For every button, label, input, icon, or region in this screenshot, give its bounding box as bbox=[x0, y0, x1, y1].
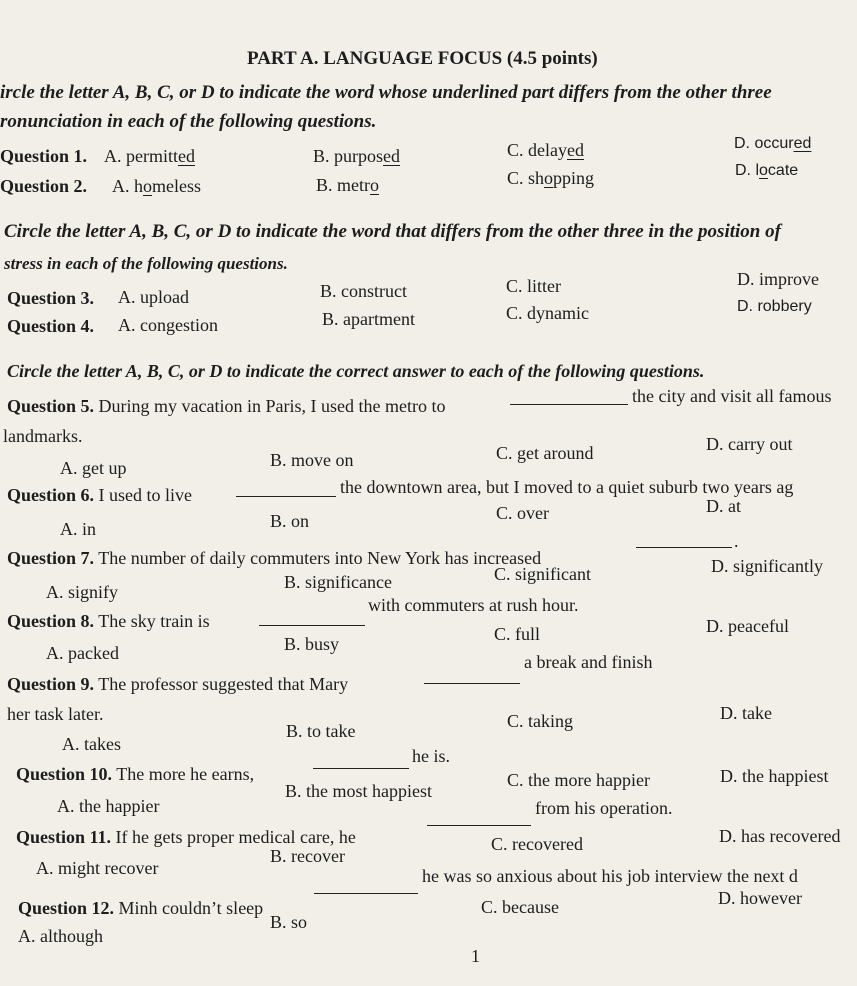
q6-option-c[interactable]: C. over bbox=[496, 503, 549, 523]
option-text: permitt bbox=[126, 146, 178, 166]
q6-option-a[interactable]: A. in bbox=[60, 519, 96, 539]
option-letter: B. bbox=[313, 146, 330, 166]
q2-option-d[interactable] bbox=[735, 160, 798, 182]
q5-option-d[interactable]: D. carry out bbox=[706, 434, 793, 454]
option-letter: A. bbox=[112, 176, 130, 196]
question-text: During my vacation in Paris, I used the metro to bbox=[98, 396, 446, 416]
question-text: The professor suggested that Mary bbox=[98, 674, 349, 694]
option-text: purpos bbox=[334, 146, 384, 166]
option-letter: C. bbox=[507, 168, 524, 188]
q7-option-a[interactable]: A. signify bbox=[46, 582, 118, 602]
option-letter: D. bbox=[734, 135, 750, 152]
q10-option-b[interactable]: B. the most happiest bbox=[285, 781, 432, 801]
q11-option-d[interactable]: D. has recovered bbox=[719, 826, 841, 846]
answer-blank[interactable] bbox=[259, 625, 365, 626]
q12-option-a[interactable]: A. although bbox=[18, 926, 103, 946]
instruction-stress-line2: stress in each of the following questions. bbox=[4, 254, 288, 273]
q12-option-c[interactable]: C. because bbox=[481, 897, 559, 917]
q1-option-c[interactable] bbox=[507, 139, 584, 161]
question-8 bbox=[7, 610, 210, 632]
question-5-text-line2: landmarks. bbox=[3, 426, 83, 446]
q7-option-b[interactable]: B. significance bbox=[284, 572, 392, 592]
q7-option-d[interactable]: D. significantly bbox=[711, 556, 823, 576]
q8-option-a[interactable]: A. packed bbox=[46, 643, 119, 663]
q6-option-d[interactable]: D. at bbox=[706, 496, 741, 516]
question-1-label: Question 1. bbox=[0, 146, 88, 166]
q9-option-b[interactable]: B. to take bbox=[286, 721, 356, 741]
section-header: PART A. LANGUAGE FOCUS (4.5 points) bbox=[247, 48, 598, 69]
q10-option-d[interactable]: D. the happiest bbox=[720, 766, 829, 786]
answer-blank[interactable] bbox=[427, 825, 531, 826]
option-text: delay bbox=[528, 140, 567, 160]
question-text: The sky train is bbox=[98, 611, 210, 631]
q12-option-b[interactable]: B. so bbox=[270, 912, 308, 932]
option-letter: C. bbox=[507, 140, 524, 160]
q4-option-c[interactable]: C. dynamic bbox=[506, 303, 589, 323]
q5-option-a[interactable]: A. get up bbox=[60, 458, 127, 478]
option-letter: A. bbox=[104, 146, 122, 166]
question-10 bbox=[16, 763, 254, 785]
q11-option-c[interactable]: C. recovered bbox=[491, 834, 583, 854]
q11-option-a[interactable]: A. might recover bbox=[36, 858, 159, 878]
question-9-text-line2: her task later. bbox=[7, 704, 104, 724]
question-7 bbox=[7, 547, 541, 569]
instruction-mc: Circle the letter A, B, C, or D to indicate the correct answer to each of the following questions. bbox=[7, 361, 705, 381]
q8-option-d[interactable]: D. peaceful bbox=[706, 616, 789, 636]
option-text: occur bbox=[754, 135, 794, 152]
page-number: 1 bbox=[471, 946, 480, 966]
option-text: metr bbox=[337, 175, 371, 195]
option-text: meless bbox=[152, 176, 201, 196]
q9-option-a[interactable]: A. takes bbox=[62, 734, 121, 754]
option-text: l bbox=[755, 162, 760, 179]
q2-option-a[interactable] bbox=[112, 175, 201, 197]
q7-option-c[interactable]: C. significant bbox=[494, 564, 591, 584]
underlined-part: ed bbox=[567, 140, 584, 160]
option-text: pping bbox=[553, 168, 595, 188]
instruction-pronunciation-line1: ircle the letter A, B, C, or D to indicate the word whose underlined part differs from the other three bbox=[0, 82, 772, 103]
q6-option-b[interactable]: B. on bbox=[270, 511, 310, 531]
instruction-pronunciation-line2: ronunciation in each of the following questions. bbox=[0, 111, 377, 132]
question-text: Minh couldn’t sleep bbox=[118, 898, 264, 918]
question-5 bbox=[7, 395, 445, 417]
q3-option-c[interactable]: C. litter bbox=[506, 276, 561, 296]
q2-option-b[interactable] bbox=[316, 174, 379, 196]
question-10-text-cont: he is. bbox=[412, 746, 450, 766]
answer-blank[interactable] bbox=[424, 683, 520, 684]
answer-blank[interactable] bbox=[636, 547, 732, 548]
q4-option-a[interactable]: A. congestion bbox=[118, 315, 218, 335]
question-9-label: Question 9. bbox=[7, 674, 95, 694]
q1-option-d[interactable] bbox=[734, 133, 811, 155]
question-12-text-cont: he was so anxious about his job interview the next d bbox=[422, 866, 798, 886]
question-12-label: Question 12. bbox=[18, 898, 115, 918]
q9-option-c[interactable]: C. taking bbox=[507, 711, 573, 731]
question-8-text-cont: with commuters at rush hour. bbox=[368, 595, 579, 615]
question-2 bbox=[0, 175, 87, 197]
underlined-part: o bbox=[544, 168, 554, 188]
question-6 bbox=[7, 484, 192, 506]
q3-option-d[interactable]: D. improve bbox=[737, 269, 819, 289]
q10-option-c[interactable]: C. the more happier bbox=[507, 770, 650, 790]
option-text: cate bbox=[767, 162, 799, 179]
question-6-text-cont: the downtown area, but I moved to a quiet suburb two years ag bbox=[340, 477, 794, 497]
question-9-text-cont: a break and finish bbox=[524, 652, 653, 672]
question-text: If he gets proper medical care, he bbox=[115, 827, 356, 847]
underlined-part: ed bbox=[383, 146, 401, 166]
question-text: I used to live bbox=[98, 485, 192, 505]
q8-option-c[interactable]: C. full bbox=[494, 624, 541, 644]
question-5-text-cont: the city and visit all famous bbox=[632, 386, 832, 406]
question-3-label: Question 3. bbox=[7, 288, 95, 308]
question-7-label: Question 7. bbox=[7, 548, 95, 568]
answer-blank[interactable] bbox=[510, 404, 628, 405]
q3-option-a[interactable]: A. upload bbox=[118, 287, 189, 307]
answer-blank[interactable] bbox=[236, 496, 336, 497]
option-letter: B. bbox=[316, 175, 333, 195]
question-6-label: Question 6. bbox=[7, 485, 95, 505]
question-12 bbox=[18, 897, 263, 919]
q3-option-b[interactable]: B. construct bbox=[320, 281, 407, 301]
q10-option-a[interactable]: A. the happier bbox=[57, 796, 160, 816]
q4-option-d[interactable]: D. robbery bbox=[737, 298, 812, 315]
underlined-part: o bbox=[759, 162, 768, 179]
q5-option-b[interactable]: B. move on bbox=[270, 450, 354, 470]
answer-blank[interactable] bbox=[314, 893, 418, 894]
q1-option-a[interactable] bbox=[104, 145, 195, 167]
question-10-label: Question 10. bbox=[16, 764, 113, 784]
question-4-label: Question 4. bbox=[7, 316, 95, 336]
q4-option-b[interactable]: B. apartment bbox=[322, 309, 415, 329]
question-2-label: Question 2. bbox=[0, 176, 88, 196]
option-text: sh bbox=[528, 168, 545, 188]
q9-option-d[interactable]: D. take bbox=[720, 703, 772, 723]
question-text: The number of daily commuters into New York has increased bbox=[98, 548, 542, 568]
q8-option-b[interactable]: B. busy bbox=[284, 634, 340, 654]
q11-option-b[interactable]: B. recover bbox=[270, 846, 345, 866]
q5-option-c[interactable]: C. get around bbox=[496, 443, 594, 463]
question-11-text-cont: from his operation. bbox=[535, 798, 673, 818]
question-5-label: Question 5. bbox=[7, 396, 95, 416]
q12-option-d[interactable]: D. however bbox=[718, 888, 802, 908]
question-text: The more he earns, bbox=[116, 764, 255, 784]
q2-option-c[interactable] bbox=[507, 167, 594, 189]
instruction-stress-line1: Circle the letter A, B, C, or D to indicate the word that differs from the other three in the position of bbox=[4, 221, 781, 242]
underlined-part: o bbox=[143, 176, 152, 196]
underlined-part: ed bbox=[793, 135, 812, 152]
q1-option-b[interactable] bbox=[313, 145, 400, 167]
question-1 bbox=[0, 145, 87, 167]
question-8-label: Question 8. bbox=[7, 611, 95, 631]
underlined-part: ed bbox=[178, 146, 195, 166]
question-7-text-cont: . bbox=[734, 531, 739, 551]
question-9 bbox=[7, 673, 348, 695]
option-letter: D. bbox=[735, 162, 751, 179]
question-11-label: Question 11. bbox=[16, 827, 112, 847]
answer-blank[interactable] bbox=[313, 768, 409, 769]
underlined-part: o bbox=[370, 175, 380, 195]
option-text: h bbox=[134, 176, 143, 196]
